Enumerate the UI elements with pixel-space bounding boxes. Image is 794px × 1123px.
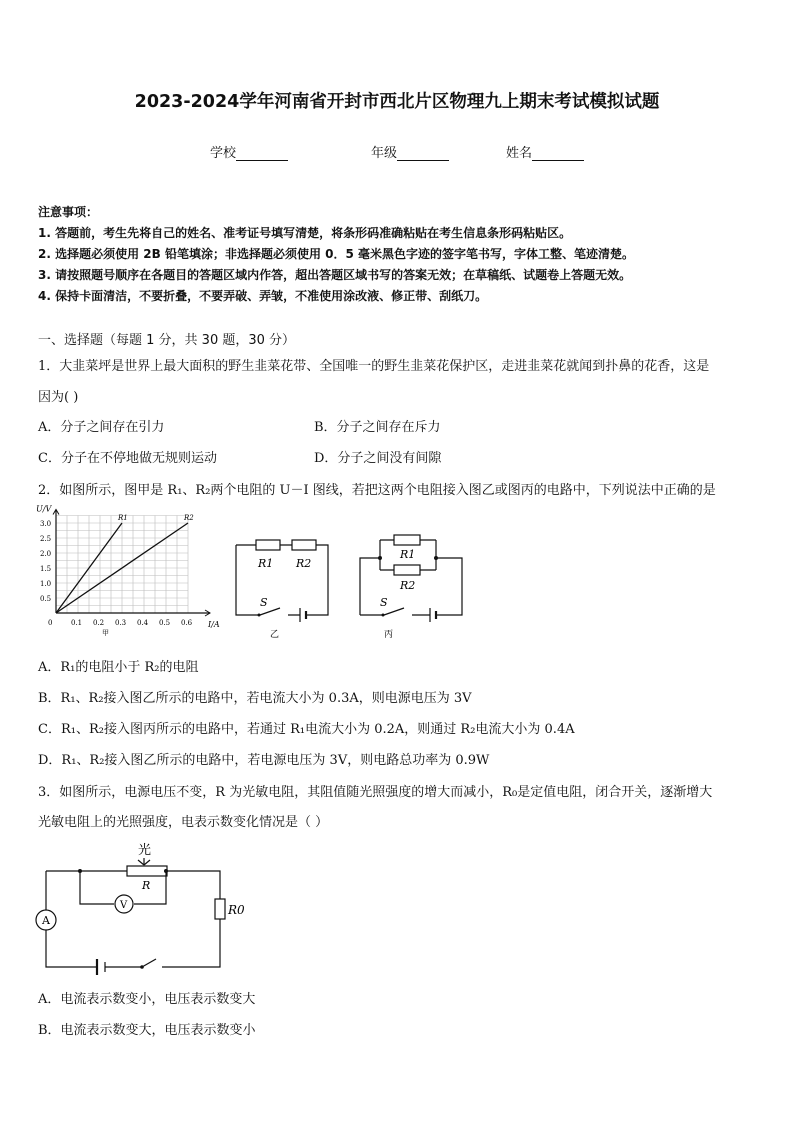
origin-label: 0 [48,619,53,627]
q1-option-a: A．分子之间存在引力 [38,420,165,435]
grade-field [371,142,449,161]
y-axis-label: U/V [36,504,52,514]
x-tick-label: 0.5 [159,619,171,627]
bing-r2-label: R2 [400,579,416,592]
yi-caption: 乙 [270,630,280,640]
note-item: 4. 保持卡面清洁，不要折叠，不要弄破、弄皱，不准使用涂改液、修正带、刮纸刀。 [38,289,488,303]
y-tick-label: 3.0 [40,520,52,528]
q3-r0-label: R0 [228,903,245,917]
bing-switch-label: S [380,596,388,609]
q2-option-a: A．R₁的电阻小于 R₂的电阻 [38,660,199,675]
x-tick-label: 0.4 [137,619,149,627]
chart-grid [56,516,188,614]
yi-switch-label: S [260,596,268,609]
circuit-q3 [32,838,247,978]
y-tick-label: 1.0 [40,580,52,588]
school-label: 学校 [210,146,237,161]
yi-r1-label: R1 [258,557,274,570]
q3-option-a: A．电流表示数变小，电压表示数变大 [38,992,256,1007]
q3-option-b: B．电流表示数变大，电压表示数变小 [38,1023,256,1038]
school-blank [236,147,288,161]
q2-stem: 2．如图所示，图甲是 R₁、R₂两个电阻的 U－I 图线，若把这两个电阻接入图乙或图丙的电路中，下列说法中正确的是 [38,483,716,498]
q1-option-c: C．分子在不停地做无规则运动 [38,451,217,466]
yi-r2-label: R2 [296,557,312,570]
q3-r-label: R [142,879,151,892]
name-label: 姓名 [506,146,533,161]
circuit-yi [228,530,338,640]
q2-option-b: B．R₁、R₂接入图乙所示的电路中，若电流大小为 0.3A，则电源电压为 3V [38,691,472,706]
grade-blank [397,147,449,161]
q2-option-c: C．R₁、R₂接入图丙所示的电路中，若通过 R₁电流大小为 0.2A，则通过 R₂电流大小为 0.4A [38,722,575,737]
x-tick-label: 0.2 [93,619,105,627]
school-field [210,142,288,161]
name-blank [532,147,584,161]
ammeter-label: A [42,914,50,927]
q1-option-d: D．分子之间没有间隙 [314,451,442,466]
q1-option-b: B．分子之间存在斥力 [314,420,441,435]
q1-stem-line2: 因为( ) [38,390,79,405]
chart-caption: 甲 [102,629,109,637]
q3-light-label: 光 [138,843,152,858]
bing-r1-label: R1 [400,548,416,561]
series-label: R2 [184,514,194,522]
circuit-bing [352,530,472,640]
notes-heading: 注意事项： [38,205,99,219]
note-item: 1. 答题前，考生先将自己的姓名、准考证号填写清楚，将条形码准确粘贴在考生信息条形码粘贴区。 [38,226,572,240]
q2-option-d: D．R₁、R₂接入图乙所示的电路中，若电源电压为 3V，则电路总功率为 0.9W [38,753,490,768]
bing-caption: 丙 [384,630,394,640]
x-axis-label: I/A [208,620,220,629]
grade-label: 年级 [371,146,398,161]
y-tick-label: 1.5 [40,565,52,573]
y-tick-label: 0.5 [40,595,52,603]
q3-stem-line2: 光敏电阻上的光照强度，电表示数变化情况是（ ） [38,815,329,830]
series-label: R1 [118,514,128,522]
note-item: 2. 选择题必须使用 2B 铅笔填涂；非选择题必须使用 0．5 毫米黑色字迹的签字笔书写，字体工整、笔迹清楚。 [38,247,634,261]
ui-chart [30,504,220,640]
voltmeter-label: V [120,900,128,911]
y-tick-label: 2.0 [40,550,52,558]
name-field [506,142,584,161]
q3-stem-line1: 3．如图所示，电源电压不变，R 为光敏电阻，其阻值随光照强度的增大而减小，R₀是定值电阻，闭合开关，逐渐增大 [38,785,713,800]
section-heading: 一、选择题（每题 1 分，共 30 题，30 分） [38,333,296,348]
page-title: 2023-2024学年河南省开封市西北片区物理九上期末考试模拟试题 [134,92,660,112]
x-tick-label: 0.1 [71,619,83,627]
chart-axes [53,510,210,617]
q1-stem-line1: 1．大韭菜坪是世界上最大面积的野生韭菜花带、全国唯一的野生韭菜花保护区，走进韭菜花就闻到扑鼻的花香，这是 [38,359,710,374]
chart-labels [36,505,220,638]
x-tick-label: 0.3 [115,619,127,627]
note-item: 3. 请按照题号顺序在各题目的答题区域内作答，超出答题区域书写的答案无效；在草稿纸、试题卷上答题无效。 [38,268,632,282]
x-tick-label: 0.6 [181,619,193,627]
y-tick-label: 2.5 [40,535,52,543]
